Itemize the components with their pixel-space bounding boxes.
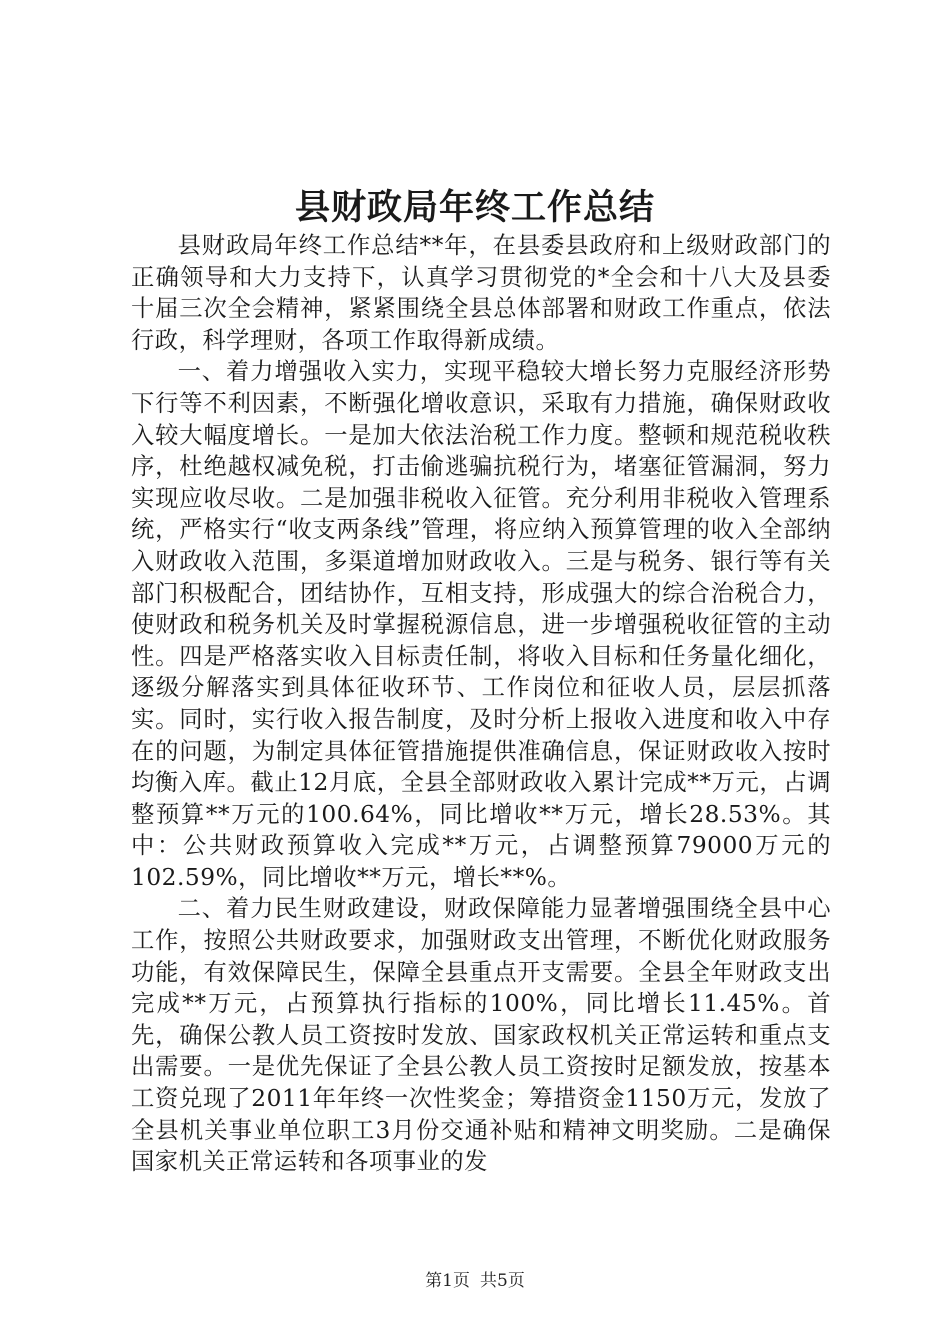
document-body bbox=[131, 230, 831, 1178]
page-total: 共5页 bbox=[480, 1271, 525, 1291]
page-footer bbox=[0, 1270, 950, 1292]
page-number: 第1页 bbox=[425, 1271, 470, 1291]
paragraph-section-1: 一、着力增强收入实力，实现平稳较大增长努力克服经济形势下行等不利因素，不断强化增收意识，采取有力措施，确保财政收入较大幅度增长。一是加大依法治税工作力度。整顿和规范税收秩序，杜绝越权减免税，打击偷逃骗抗税行为，堵塞征管漏洞，努力实现应收尽收。二是加强非税收入征管。充分利用非税收入管理系统，严格实行“收支两条线”管理，将应纳入预算管理的收入全部纳入财政收入范围，多渠道增加财政收入。三是与税务、银行等有关部门积极配合，团结协作，互相支持，形成强大的综合治税合力，使财政和税务机关及时掌握税源信息，进一步增强税收征管的主动性。四是严格落实收入目标责任制，将收入目标和任务量化细化，逐级分解落实到具体征收环节、工作岗位和征收人员，层层抓落实。同时，实行收入报告制度，及时分析上报收入进度和收入中存在的问题，为制定具体征管措施提供准确信息，保证财政收入按时均衡入库。截止12月底，全县全部财政收入累计完成**万元，占调整预算**万元的100.64%，同比增收**万元，增长28.53%。其中：公共财政预算收入完成**万元，占调整预算79000万元的102.59%，同比增收**万元，增长**%。 bbox=[131, 358, 831, 891]
paragraph-section-2: 二、着力民生财政建设，财政保障能力显著增强围绕全县中心工作，按照公共财政要求，加强财政支出管理，不断优化财政服务功能，有效保障民生，保障全县重点开支需要。全县全年财政支出完成**万元，占预算执行指标的100%，同比增长11.45%。首先，确保公教人员工资按时发放、国家政权机关正常运转和重点支出需要。一是优先保证了全县公教人员工资按时足额发放，按基本工资兑现了2011年年终一次性奖金；筹措资金1150万元，发放了全县机关事业单位职工3月份交通补贴和精神文明奖励。二是确保国家机关正常运转和各项事业的发 bbox=[131, 895, 831, 1176]
document-title: 县财政局年终工作总结 bbox=[294, 188, 655, 228]
paragraph-intro: 县财政局年终工作总结**年，在县委县政府和上级财政部门的正确领导和大力支持下，认真学习贯彻党的*全会和十八大及县委十届三次全会精神，紧紧围绕全县总体部署和财政工作重点，依法行政，科学理财，各项工作取得新成绩。 bbox=[131, 232, 831, 354]
